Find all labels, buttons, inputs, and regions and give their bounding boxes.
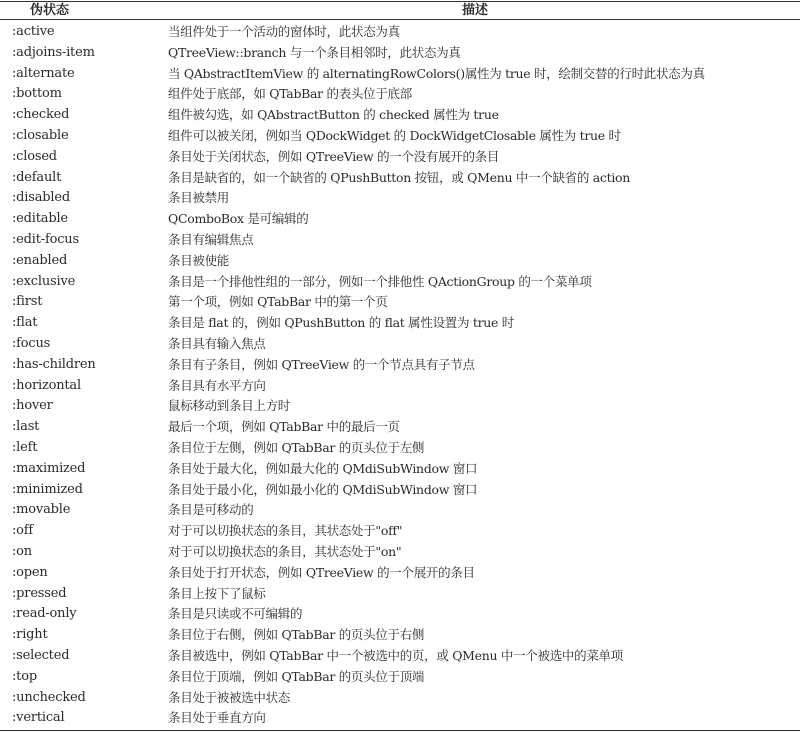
pseudo-state-name: :on [12,543,32,559]
pseudo-state-description: 条目具有输入焦点 [168,335,266,351]
table-row [0,355,800,376]
pseudo-state-name: :disabled [12,190,70,206]
pseudo-state-name: :right [12,627,48,643]
table-row [0,292,800,313]
pseudo-state-name: :vertical [12,710,65,726]
table-row [0,646,800,667]
pseudo-state-description: 鼠标移动到条目上方时 [168,398,291,414]
pseudo-state-description: 条目是可移动的 [168,502,254,518]
pseudo-state-description: 条目位于左侧，例如 QTabBar 的页头位于左侧 [168,439,425,455]
pseudo-state-description: 条目是只读或不可编辑的 [168,606,303,622]
table-row [0,334,800,355]
table-row [0,43,800,64]
pseudo-state-description: 条目处于关闭状态，例如 QTreeView 的一个没有展开的条目 [168,148,500,164]
table-row [0,396,800,417]
table-row [0,105,800,126]
pseudo-state-name: :last [12,419,40,435]
pseudo-state-description: 当 QAbstractItemView 的 alternatingRowColors()属性为 true 时，绘制交替的行时此状态为真 [168,65,705,81]
table-bottom-rule [0,730,800,731]
table-row [0,64,800,85]
table-row [0,376,800,397]
pseudo-state-description: QTreeView::branch 与一个条目相邻时，此状态为真 [168,44,461,60]
table-row [0,584,800,605]
table-row [0,521,800,542]
pseudo-state-name: :closed [12,148,57,164]
pseudo-state-description: 条目是一个排他性组的一部分，例如一个排他性 QActionGroup 的一个菜单项 [168,273,592,289]
pseudo-state-name: :minimized [12,481,83,497]
header-description: 描述 [462,3,489,18]
pseudo-state-name: :adjoins-item [12,44,95,60]
table-row [0,251,800,272]
pseudo-state-name: :closable [12,127,69,143]
pseudo-state-description: 条目被禁用 [168,190,230,206]
table-row [0,209,800,230]
pseudo-state-name: :bottom [12,86,62,102]
table-header [0,2,800,19]
table-row [0,459,800,480]
pseudo-state-name: :first [12,294,43,310]
pseudo-state-name: :flat [12,315,38,331]
pseudo-state-description: 对于可以切换状态的条目，其状态处于"on" [168,543,402,559]
pseudo-state-name: :focus [12,335,51,351]
table-row [0,313,800,334]
pseudo-state-description: 条目处于垂直方向 [168,710,266,726]
pseudo-state-description: QComboBox 是可编辑的 [168,211,309,227]
pseudo-state-name: :read-only [12,606,77,622]
pseudo-state-description: 条目上按下了鼠标 [168,585,266,601]
pseudo-state-name: :maximized [12,460,86,476]
pseudo-state-name: :off [12,523,34,539]
pseudo-state-description: 条目处于被被选中状态 [168,689,291,705]
pseudo-state-name: :left [12,439,38,455]
table-row [0,272,800,293]
pseudo-state-name: :has-children [12,356,96,372]
pseudo-state-name: :movable [12,502,71,518]
pseudo-state-name: :open [12,564,48,580]
table-row [0,438,800,459]
pseudo-state-name: :exclusive [12,273,76,289]
pseudo-state-name: :hover [12,398,53,414]
pseudo-state-description: 条目是缺省的，如一个缺省的 QPushButton 按钮，或 QMenu 中一个缺省的 action [168,169,630,185]
pseudo-state-description: 条目有子条目，例如 QTreeView 的一个节点具有子节点 [168,356,475,372]
table-row [0,708,800,729]
pseudo-state-description: 条目位于顶端，例如 QTabBar 的页头位于顶端 [168,668,425,684]
pseudo-state-name: :horizontal [12,377,81,393]
pseudo-state-name: :checked [12,107,70,123]
table-row [0,604,800,625]
pseudo-state-description: 最后一个项，例如 QTabBar 中的最后一页 [168,419,400,435]
pseudo-state-name: :default [12,169,62,185]
pseudo-state-name: :alternate [12,65,75,81]
table-row [0,563,800,584]
table-row [0,84,800,105]
pseudo-state-name: :top [12,668,37,684]
table-row [0,230,800,251]
pseudo-state-description: 条目被使能 [168,252,230,268]
pseudo-state-name: :edit-focus [12,231,79,247]
pseudo-state-description: 条目处于打开状态，例如 QTreeView 的一个展开的条目 [168,564,475,580]
pseudo-state-description: 条目是 flat 的，例如 QPushButton 的 flat 属性设置为 true 时 [168,315,514,331]
pseudo-state-description: 组件可以被关闭，例如当 QDockWidget 的 DockWidgetClosable 属性为 true 时 [168,127,621,143]
table-row [0,625,800,646]
table-row [0,542,800,563]
table-header-rule [0,19,800,20]
pseudo-state-name: :unchecked [12,689,86,705]
table-body [0,22,800,729]
table-row [0,480,800,501]
table-row [0,147,800,168]
table-row [0,126,800,147]
pseudo-state-description: 组件被勾选，如 QAbstractButton 的 checked 属性为 true [168,107,499,123]
pseudo-state-description: 条目处于最大化，例如最大化的 QMdiSubWindow 窗口 [168,460,478,476]
table-row [0,500,800,521]
pseudo-state-description: 条目具有水平方向 [168,377,266,393]
pseudo-state-name: :active [12,24,55,39]
pseudo-state-description: 条目被选中，例如 QTabBar 中一个被选中的页，或 QMenu 中一个被选中的菜单项 [168,647,623,663]
pseudo-state-description: 对于可以切换状态的条目，其状态处于"off" [168,523,403,539]
table-row [0,667,800,688]
pseudo-state-description: 条目位于右侧，例如 QTabBar 的页头位于右侧 [168,627,425,643]
pseudo-state-description: 第一个项，例如 QTabBar 中的第一个页 [168,294,388,310]
table-row [0,417,800,438]
table-row [0,22,800,43]
table-row [0,688,800,709]
pseudo-state-description: 组件处于底部，如 QTabBar 的表头位于底部 [168,86,412,102]
pseudo-state-description: 条目处于最小化，例如最小化的 QMdiSubWindow 窗口 [168,481,478,497]
table-row [0,168,800,189]
pseudo-state-name: :pressed [12,585,67,601]
pseudo-state-description: 当组件处于一个活动的窗体时，此状态为真 [168,24,400,39]
header-pseudo-state: 伪状态 [30,3,70,18]
table-row [0,188,800,209]
pseudo-state-name: :enabled [12,252,68,268]
pseudo-state-description: 条目有编辑焦点 [168,231,254,247]
pseudo-state-name: :selected [12,647,70,663]
pseudo-state-name: :editable [12,211,68,227]
